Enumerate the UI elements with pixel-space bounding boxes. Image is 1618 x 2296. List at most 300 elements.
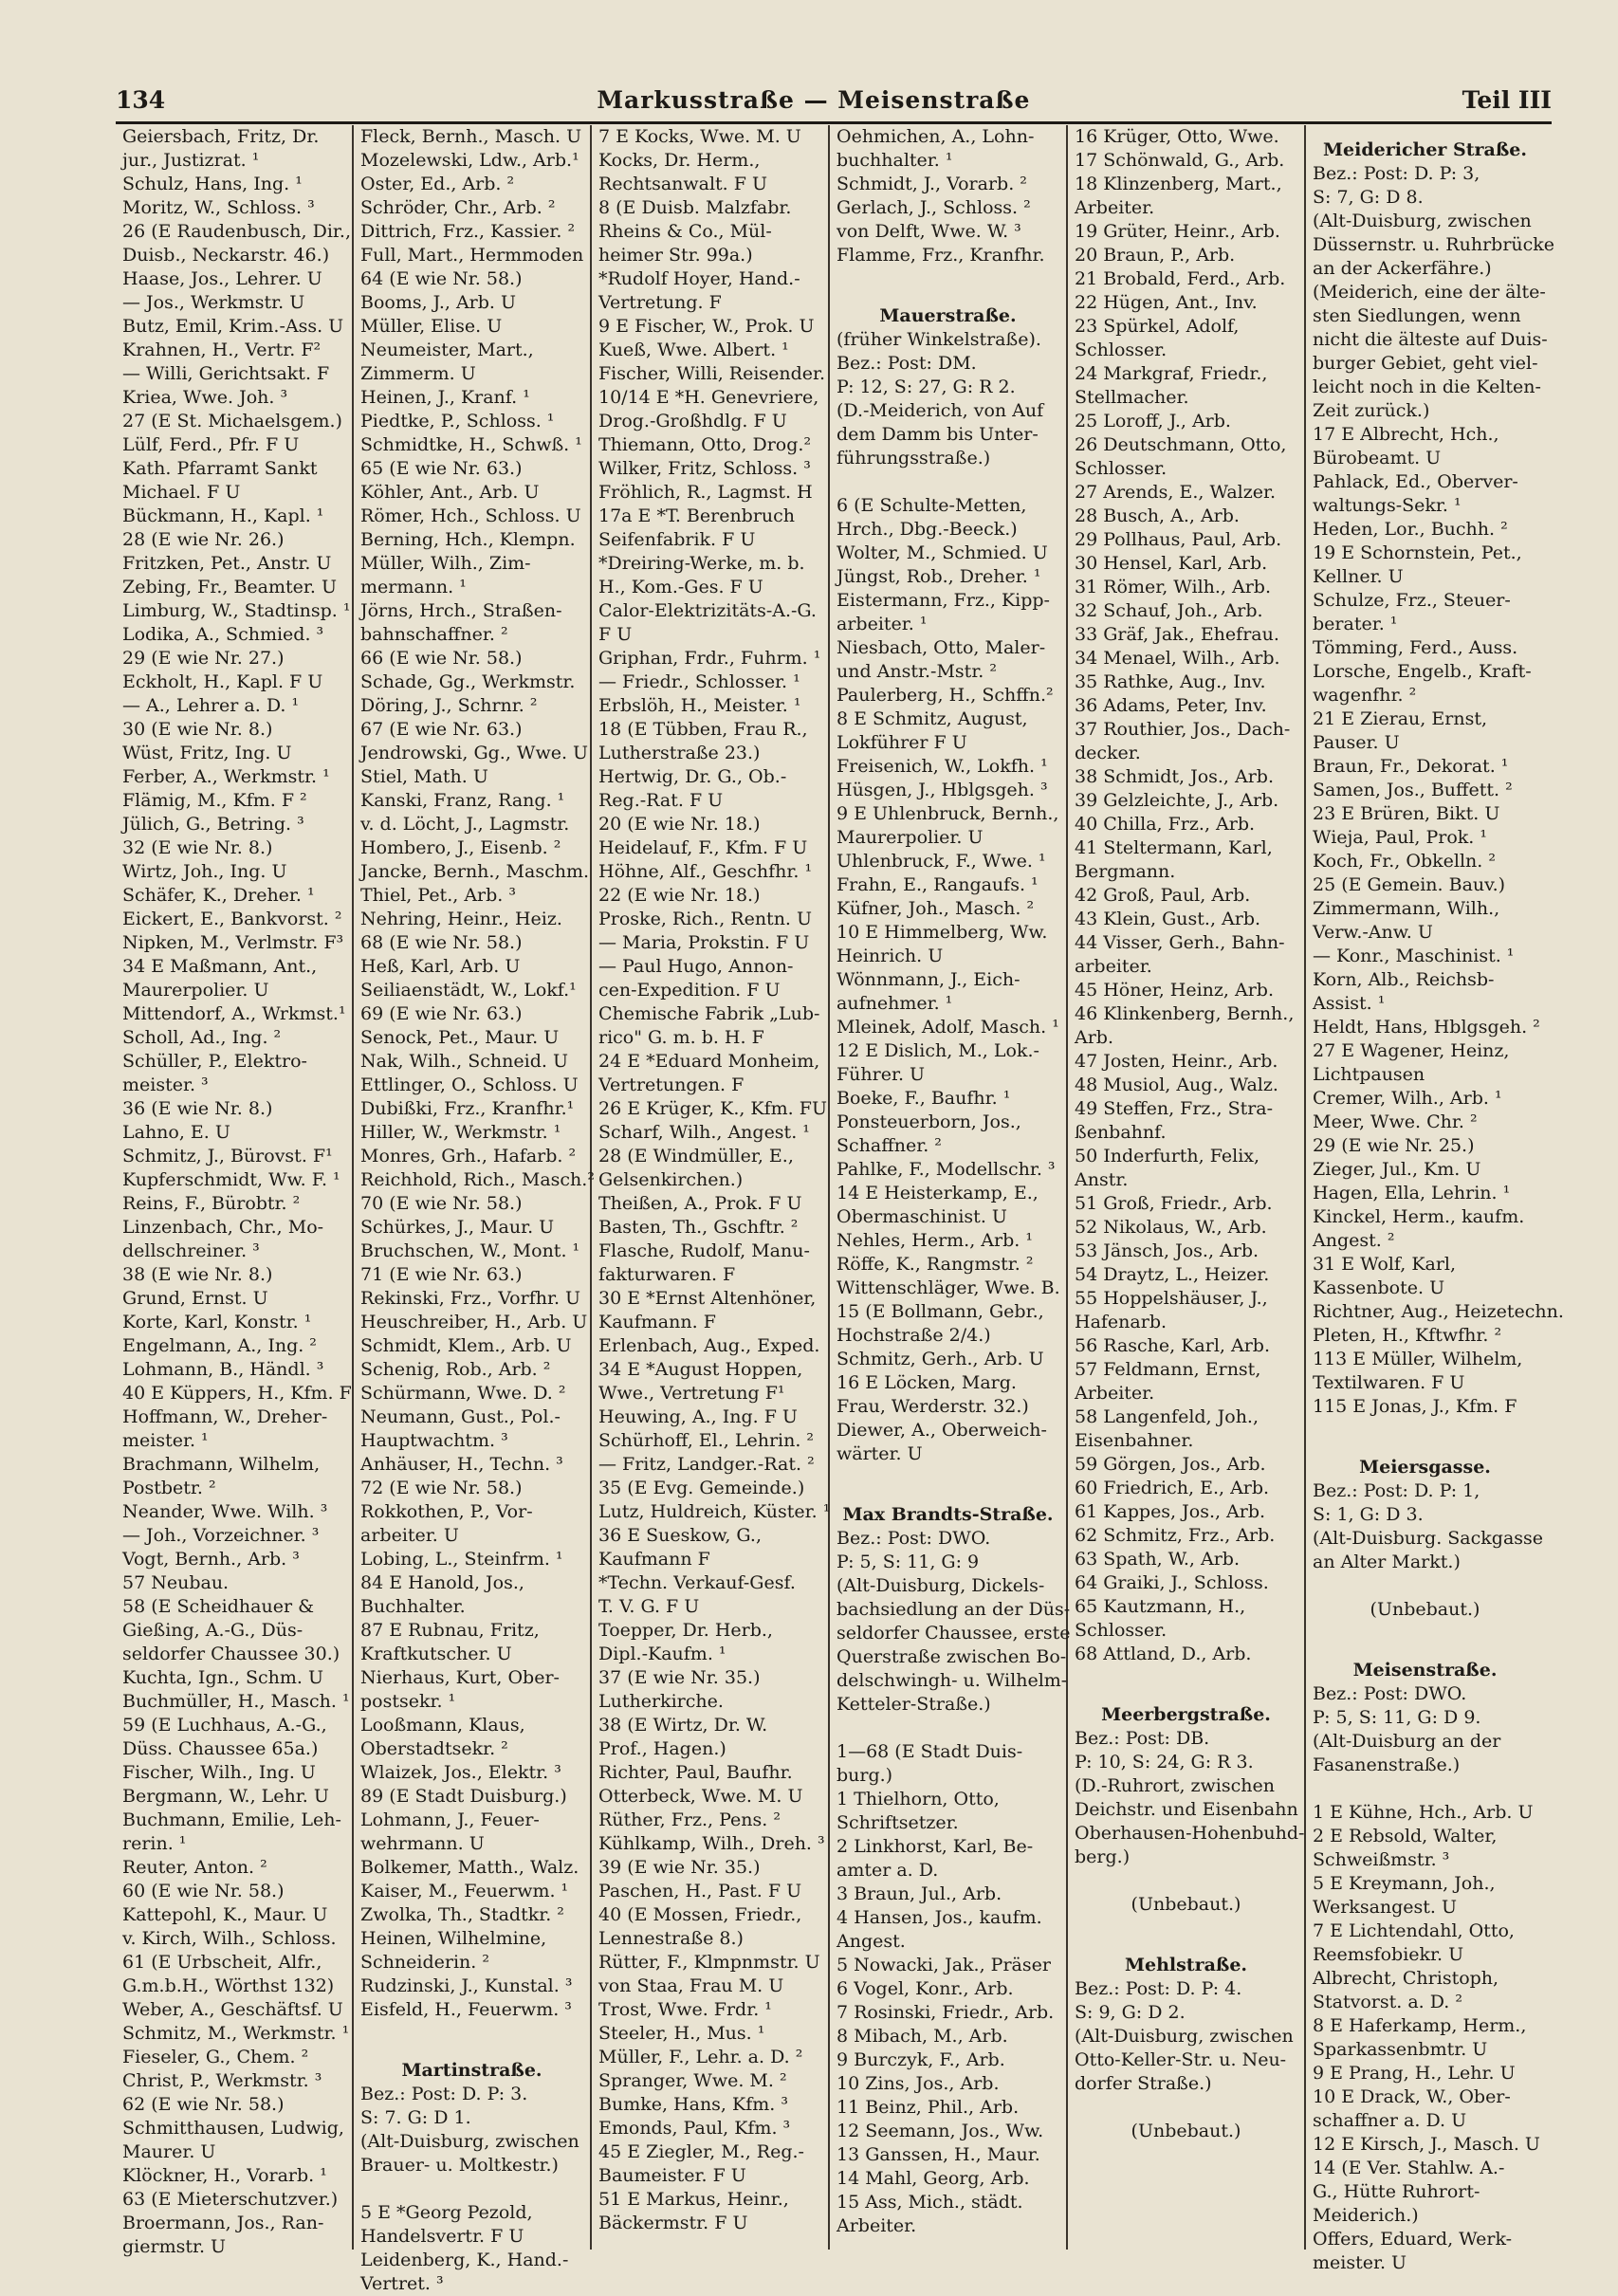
directory-entry: 40 Chilla, Frz., Arb. xyxy=(1075,814,1256,835)
directory-entry: 38 (E wie Nr. 8.) xyxy=(122,1264,273,1285)
directory-entry: Sparkassenbmtr. U xyxy=(1313,2039,1488,2060)
directory-entry: Steeler, H., Mus. ¹ xyxy=(598,2023,765,2044)
directory-entry: Fieseler, G., Chem. ² xyxy=(122,2047,309,2067)
directory-entry: Buchhalter. xyxy=(360,1596,466,1617)
directory-entry: P: 5, S: 11, G: 9 xyxy=(837,1552,980,1572)
directory-entry: 58 (E Scheidhauer & xyxy=(122,1596,314,1617)
directory-entry: S: 7. G: D 1. xyxy=(360,2107,471,2128)
directory-entry: 19 E Schornstein, Pet., xyxy=(1313,542,1522,563)
page-title: Markusstraße — Meisenstraße xyxy=(597,85,1031,114)
directory-entry xyxy=(1075,1666,1297,1690)
directory-entry: 113 E Müller, Wilhelm, xyxy=(1313,1349,1523,1369)
directory-entry: Deichstr. und Eisenbahn xyxy=(1075,1799,1298,1820)
directory-entry: 53 Jänsch, Jos., Arb. xyxy=(1075,1240,1259,1261)
directory-entry: postsekr. ¹ xyxy=(360,1691,456,1712)
directory-entry: dellschreiner. ³ xyxy=(122,1240,260,1261)
directory-entry: Küfner, Joh., Masch. ² xyxy=(837,898,1035,919)
directory-entry: Seifenfabrik. F U xyxy=(598,529,756,550)
directory-entry: Frahn, E., Rangaufs. ¹ xyxy=(837,874,1039,895)
directory-entry xyxy=(360,2022,583,2046)
directory-entry: 8 (E Duisb. Malzfabr. xyxy=(598,197,792,218)
directory-entry: Emonds, Paul, Kfm. ³ xyxy=(598,2118,791,2139)
directory-entry: 72 (E wie Nr. 58.) xyxy=(360,1478,523,1498)
directory-entry: 56 Rasche, Karl, Arb. xyxy=(1075,1335,1271,1356)
directory-entry: Michael. F U xyxy=(122,482,241,503)
directory-entry: Rechtsanwalt. F U xyxy=(598,174,767,194)
directory-entry: 36 Adams, Peter, Inv. xyxy=(1075,695,1267,716)
directory-entry: Wieja, Paul, Prok. ¹ xyxy=(1313,827,1487,848)
directory-entry: Schmitz, Gerh., Arb. U xyxy=(837,1349,1044,1369)
directory-entry: Oberhausen-Hohenbuhd- xyxy=(1075,1823,1305,1844)
directory-entry: schaffner a. D. U xyxy=(1313,2110,1467,2131)
directory-entry: 28 (E Windmüller, E., xyxy=(598,1146,794,1166)
directory-entry: Heuschreiber, H., Arb. U xyxy=(360,1312,588,1332)
directory-entry: Hafenarb. xyxy=(1075,1312,1168,1332)
column-3 xyxy=(592,125,830,2250)
directory-entry: 24 E *Eduard Monheim, xyxy=(598,1051,820,1072)
directory-entry: — Fritz, Landger.-Rat. ² xyxy=(598,1454,815,1475)
directory-entry: Calor-Elektrizitäts-A.-G. xyxy=(598,600,817,621)
directory-entry: Bürobeamt. U xyxy=(1313,448,1442,468)
directory-entry: 65 Kautzmann, H., xyxy=(1075,1596,1246,1617)
directory-entry: an Alter Markt.) xyxy=(1313,1552,1461,1572)
directory-entry: 9 Burczyk, F., Arb. xyxy=(837,2049,1005,2070)
directory-entry: Prof., Hagen.) xyxy=(598,1738,726,1759)
directory-entry: Seiliaenstädt, W., Lokf.¹ xyxy=(360,980,577,1001)
directory-entry: Römer, Hch., Schloss. U xyxy=(360,505,581,526)
directory-entry: Flamme, Frz., Kranfhr. xyxy=(837,245,1045,266)
directory-entry: Duisb., Neckarstr. 46.) xyxy=(122,245,330,266)
directory-entry: 9 E Prang, H., Lehr. U xyxy=(1313,2063,1516,2084)
street-heading: Martinstraße. xyxy=(401,2060,542,2081)
directory-entry: Statvorst. a. D. ² xyxy=(1313,1992,1462,2012)
directory-entry: Gießing, A.-G., Düs- xyxy=(122,1620,303,1641)
directory-entry: und Anstr.-Mstr. ² xyxy=(837,661,998,682)
directory-entry: *Rudolf Hoyer, Hand.- xyxy=(598,268,800,289)
directory-entry: Chemische Fabrik „Lub- xyxy=(598,1003,820,1024)
directory-entry: Oehmichen, A., Lohn- xyxy=(837,126,1035,147)
directory-entry: Postbetr. ² xyxy=(122,1478,216,1498)
directory-entry: 7 E Kocks, Wwe. M. U xyxy=(598,126,801,147)
directory-entry: Brachmann, Wilhelm, xyxy=(122,1454,321,1475)
directory-entry: Jendrowski, Gg., Wwe. U xyxy=(360,743,589,763)
directory-entry: Paulerberg, H., Schffn.² xyxy=(837,685,1054,706)
directory-entry: Kraftkutscher. U xyxy=(360,1644,512,1664)
directory-entry: *Techn. Verkauf-Gesf. xyxy=(598,1572,796,1593)
directory-entry: Eckholt, H., Kapl. F U xyxy=(122,671,323,692)
directory-entry: 54 Draytz, L., Heizer. xyxy=(1075,1264,1270,1285)
directory-entry: Schröder, Chr., Arb. ² xyxy=(360,197,556,218)
directory-entry: dorfer Straße.) xyxy=(1075,2073,1212,2094)
directory-entry: Reg.-Rat. F U xyxy=(598,790,724,811)
directory-entry: 58 Langenfeld, Joh., xyxy=(1075,1406,1259,1427)
directory-entry: (Unbebaut.) xyxy=(1370,1599,1480,1620)
directory-entry: sten Siedlungen, wenn xyxy=(1313,305,1521,326)
directory-entry: 17 Schönwald, G., Arb. xyxy=(1075,150,1285,171)
directory-entry: Nak, Wilh., Schneid. U xyxy=(360,1051,568,1072)
directory-entry: Dittrich, Frz., Kassier. ² xyxy=(360,221,576,242)
directory-entry: 45 E Ziegler, M., Reg.- xyxy=(598,2141,804,2162)
directory-entry: — Willi, Gerichtsakt. F xyxy=(122,363,330,384)
directory-entry xyxy=(360,2177,583,2201)
directory-entry: Schade, Gg., Werkmstr. xyxy=(360,671,576,692)
directory-entry: Proske, Rich., Rentn. U xyxy=(598,909,813,929)
directory-entry: Jüngst, Rob., Dreher. ¹ xyxy=(837,566,1041,587)
directory-entry xyxy=(1075,1917,1297,1940)
directory-entry: giermstr. U xyxy=(122,2236,227,2257)
directory-entry: 39 (E wie Nr. 35.) xyxy=(598,1857,761,1878)
directory-entry: 26 E Krüger, K., Kfm. FU xyxy=(598,1098,827,1119)
directory-entry: Bez.: Post: D. P: 4. xyxy=(1075,1978,1242,1999)
directory-entry: Linzenbach, Chr., Mo- xyxy=(122,1217,324,1238)
directory-entry: Müller, Wilh., Zim- xyxy=(360,553,531,574)
directory-entry: 30 E *Ernst Altenhöner, xyxy=(598,1288,817,1309)
directory-entry: Fischer, Wilh., Ing. U xyxy=(122,1762,316,1783)
directory-entry: 49 Steffen, Frz., Stra- xyxy=(1075,1098,1274,1119)
directory-entry: 40 E Küppers, H., Kfm. F xyxy=(122,1383,352,1404)
directory-entry: berater. ¹ xyxy=(1313,614,1398,634)
directory-entry: 28 Busch, A., Arb. xyxy=(1075,505,1240,526)
directory-entry: Jancke, Bernh., Maschm. xyxy=(360,861,590,882)
directory-entry: 34 E Maßmann, Ant., xyxy=(122,956,318,977)
directory-entry: 1 Thielhorn, Otto, xyxy=(837,1789,1000,1809)
directory-entry: Bumke, Hans, Kfm. ³ xyxy=(598,2094,788,2115)
directory-entry: Wüst, Fritz, Ing. U xyxy=(122,743,292,763)
directory-entry: S: 1, G: D 3. xyxy=(1313,1504,1424,1525)
directory-entry: Nierhaus, Kurt, Ober- xyxy=(360,1667,560,1688)
directory-entry: Vertretungen. F xyxy=(598,1075,745,1095)
directory-entry: 25 Loroff, J., Arb. xyxy=(1075,411,1231,432)
directory-entry: (Meiderich, eine der älte- xyxy=(1313,282,1546,303)
directory-entry: Vertret. ³ xyxy=(360,2273,444,2294)
directory-entry: arbeiter. ¹ xyxy=(837,614,928,634)
directory-entry: Rudzinski, J., Kunstal. ³ xyxy=(360,1975,573,1996)
directory-entry: Vertretung. F xyxy=(598,292,722,313)
directory-entry: Nipken, M., Verlmstr. F³ xyxy=(122,932,344,953)
directory-entry: 39 Gelzleichte, J., Arb. xyxy=(1075,790,1279,811)
directory-entry: 12 Seemann, Jos., Ww. xyxy=(837,2121,1044,2141)
directory-entry: 59 (E Luchhaus, A.-G., xyxy=(122,1715,327,1736)
directory-entry: Bäckermstr. F U xyxy=(598,2213,748,2233)
directory-entry: Verw.-Anw. U xyxy=(1313,922,1433,943)
directory-entry: Heden, Lor., Buchh. ² xyxy=(1313,519,1508,540)
directory-entry: Schmidtke, H., Schwß. ¹ xyxy=(360,434,582,455)
directory-entry: Heuwing, A., Ing. F U xyxy=(598,1406,798,1427)
directory-entry: aufnehmer. ¹ xyxy=(837,993,953,1014)
directory-entry: Brauer- u. Moltkestr.) xyxy=(360,2155,559,2176)
directory-entry: Erbslöh, H., Meister. ¹ xyxy=(598,695,801,716)
directory-entry: Wirtz, Joh., Ing. U xyxy=(122,861,287,882)
column-5 xyxy=(1068,125,1306,2250)
directory-entry: 60 Friedrich, E., Arb. xyxy=(1075,1478,1270,1498)
directory-entry: Engelmann, A., Ing. ² xyxy=(122,1335,317,1356)
directory-entry: Handelsvertr. F U xyxy=(360,2226,524,2247)
directory-entry: Bez.: Post: D. P: 3, xyxy=(1313,163,1480,184)
directory-entry: Schneiderin. ² xyxy=(360,1952,489,1973)
directory-entry: Eisenbahner. xyxy=(1075,1430,1194,1451)
directory-entry xyxy=(837,267,1059,291)
directory-entry: Richtner, Aug., Heizetechn. xyxy=(1313,1301,1564,1322)
directory-entry: heimer Str. 99a.) xyxy=(598,245,753,266)
directory-entry: Kupferschmidt, Ww. F. ¹ xyxy=(122,1169,340,1190)
directory-entry: an der Ackerfähre.) xyxy=(1313,258,1492,279)
directory-entry: Maurerpolier. U xyxy=(837,827,984,848)
directory-entry: Kassenbote. U xyxy=(1313,1277,1445,1298)
directory-entry: Wolter, M., Schmied. U xyxy=(837,542,1048,563)
directory-entry: Diewer, A., Oberweich- xyxy=(837,1420,1047,1441)
directory-entry: Eickert, E., Bankvorst. ² xyxy=(122,909,342,929)
directory-entry: (D.-Ruhrort, zwischen xyxy=(1075,1775,1275,1796)
directory-entry: Uhlenbruck, F., Wwe. ¹ xyxy=(837,851,1046,872)
directory-entry: leicht noch in die Kelten- xyxy=(1313,377,1541,397)
directory-entry: Obermaschinist. U xyxy=(837,1206,1007,1227)
directory-entry: Lutz, Huldreich, Küster. ¹ xyxy=(598,1501,831,1522)
directory-entry: Heidelauf, F., Kfm. F U xyxy=(598,837,808,858)
directory-entry: 29 (E wie Nr. 27.) xyxy=(122,648,285,669)
directory-entry: 55 Hoppelshäuser, J., xyxy=(1075,1288,1268,1309)
directory-entry: 65 (E wie Nr. 63.) xyxy=(360,458,523,479)
directory-entry: 22 Hügen, Ant., Inv. xyxy=(1075,292,1258,313)
directory-entry: Angest. ² xyxy=(1313,1230,1395,1251)
directory-entry: Lennestraße 8.) xyxy=(598,1928,744,1949)
directory-entry: 27 E Wagener, Heinz, xyxy=(1313,1040,1510,1061)
directory-entry: Bez.: Post: DM. xyxy=(837,353,977,374)
directory-entry: Baumeister. F U xyxy=(598,2165,746,2186)
directory-entry: Röffe, K., Rangmstr. ² xyxy=(837,1254,1034,1275)
directory-entry: 12 E Dislich, M., Lok.- xyxy=(837,1040,1039,1061)
directory-entry: Lülf, Ferd., Pfr. F U xyxy=(122,434,300,455)
part-label: Teil III xyxy=(1462,85,1552,114)
directory-entry: 25 (E Gemein. Bauv.) xyxy=(1313,874,1506,895)
directory-entry: Griphan, Frdr., Fuhrm. ¹ xyxy=(598,648,821,669)
directory-entry: Geiersbach, Fritz, Dr. xyxy=(122,126,320,147)
directory-entry: 14 (E Ver. Stahlw. A.- xyxy=(1313,2158,1505,2178)
directory-entry: S: 7, G: D 8. xyxy=(1313,187,1424,208)
directory-entry: 69 (E wie Nr. 63.) xyxy=(360,1003,523,1024)
directory-entry: Lutherstraße 23.) xyxy=(598,743,761,763)
directory-entry: 20 Braun, P., Arb. xyxy=(1075,245,1236,266)
directory-entry: 5 E *Georg Pezold, xyxy=(360,2202,533,2223)
directory-entry: Leidenberg, K., Hand.- xyxy=(360,2250,569,2270)
directory-entry: 20 (E wie Nr. 18.) xyxy=(598,814,761,835)
directory-entry: Krahnen, H., Vertr. F² xyxy=(122,340,322,360)
directory-entry: P: 12, S: 27, G: R 2. xyxy=(837,377,1016,397)
directory-entry: Richter, Paul, Baufhr. xyxy=(598,1762,793,1783)
directory-entry: 62 Schmitz, Frz., Arb. xyxy=(1075,1525,1276,1546)
directory-entry: Düssernstr. u. Ruhrbrücke xyxy=(1313,234,1555,255)
directory-entry: Schenig, Rob., Arb. ² xyxy=(360,1359,551,1380)
directory-entry: Toepper, Dr. Herb., xyxy=(598,1620,773,1641)
directory-entry: 10/14 E *H. Genevriere, xyxy=(598,387,819,408)
directory-entry: Broermann, Jos., Ran- xyxy=(122,2213,324,2233)
directory-entry: Heldt, Hans, Hblgsgeh. ² xyxy=(1313,1017,1540,1038)
directory-entry: Otterbeck, Wwe. M. U xyxy=(598,1786,803,1807)
directory-entry: Schweißmstr. ³ xyxy=(1313,1849,1450,1870)
directory-entry: Schmitz, J., Bürovst. F¹ xyxy=(122,1146,333,1166)
directory-entry xyxy=(837,1717,1059,1740)
column-2 xyxy=(354,125,595,2294)
directory-entry: 27 Arends, E., Walzer. xyxy=(1075,482,1277,503)
directory-entry: Mittendorf, A., Wrkmst.¹ xyxy=(122,1003,346,1024)
directory-entry: v. Kirch, Wilh., Schloss. xyxy=(122,1928,337,1949)
directory-entry: 7 Rosinski, Friedr., Arb. xyxy=(837,2002,1055,2023)
directory-entry: Ferber, A., Werkmstr. ¹ xyxy=(122,766,330,787)
directory-entry: Vogt, Bernh., Arb. ³ xyxy=(122,1549,300,1570)
directory-entry: Korte, Karl, Konstr. ¹ xyxy=(122,1312,312,1332)
directory-entry: 64 (E wie Nr. 58.) xyxy=(360,268,523,289)
directory-entry: Müller, F., Lehr. a. D. ² xyxy=(598,2047,803,2067)
directory-entry: berg.) xyxy=(1075,1846,1131,1867)
directory-entry: Bolkemer, Matth., Walz. xyxy=(360,1857,579,1878)
directory-entry: Erlenbach, Aug., Exped. xyxy=(598,1335,820,1356)
directory-entry: Arbeiter. xyxy=(837,2215,917,2236)
directory-entry: Koch, Fr., Obkelln. ² xyxy=(1313,851,1496,872)
directory-entry: Limburg, W., Stadtinsp. ¹ xyxy=(122,600,351,621)
directory-entry: 10 E Himmelberg, Ww. xyxy=(837,922,1048,943)
directory-entry: Senock, Pet., Maur. U xyxy=(360,1027,560,1048)
directory-entry: Döring, J., Schrnr. ² xyxy=(360,695,538,716)
directory-entry: Neander, Wwe. Wilh. ³ xyxy=(122,1501,328,1522)
directory-entry: 48 Musiol, Aug., Walz. xyxy=(1075,1075,1278,1095)
directory-entry: Klöckner, H., Vorarb. ¹ xyxy=(122,2165,327,2186)
directory-entry: Mleinek, Adolf, Masch. ¹ xyxy=(837,1017,1059,1038)
directory-entry: Full, Mart., Hermmoden xyxy=(360,245,584,266)
directory-entry: Schulze, Frz., Steuer- xyxy=(1313,590,1511,611)
directory-entry: 9 E Fischer, W., Prok. U xyxy=(598,316,815,337)
directory-entry xyxy=(1075,2096,1297,2120)
directory-entry xyxy=(1313,1777,1537,1801)
directory-entry: Fritzken, Pet., Anstr. U xyxy=(122,553,332,574)
directory-entry: 2 Linkhorst, Karl, Be- xyxy=(837,1836,1034,1857)
directory-entry: 34 Menael, Wilh., Arb. xyxy=(1075,648,1280,669)
directory-entry: Eisfeld, H., Feuerwm. ³ xyxy=(360,1999,572,2020)
directory-entry: 62 (E wie Nr. 58.) xyxy=(122,2094,285,2115)
directory-entry: Schulz, Hans, Ing. ¹ xyxy=(122,174,303,194)
directory-entry: Neumann, Gust., Pol.- xyxy=(360,1406,561,1427)
directory-entry: (Alt-Duisburg, zwischen xyxy=(360,2131,579,2152)
directory-entry: 1 E Kühne, Hch., Arb. U xyxy=(1313,1802,1534,1823)
directory-entry: Meer, Wwe. Chr. ² xyxy=(1313,1111,1478,1132)
directory-entry: cen-Expedition. F U xyxy=(598,980,781,1001)
directory-entry: 5 E Kreymann, Joh., xyxy=(1313,1873,1496,1894)
directory-entry: Buchmüller, H., Masch. ¹ xyxy=(122,1691,350,1712)
directory-entry: *Dreiring-Werke, m. b. xyxy=(598,553,805,574)
directory-entry: Dubißki, Frz., Kranfhr.¹ xyxy=(360,1098,575,1119)
directory-entry: Schüller, P., Elektro- xyxy=(122,1051,307,1072)
directory-entry: 70 (E wie Nr. 58.) xyxy=(360,1193,523,1214)
directory-entry: Maurerpolier. U xyxy=(122,980,269,1001)
directory-entry: Hombero, J., Eisenb. ² xyxy=(360,837,561,858)
directory-entry: Otto-Keller-Str. u. Neu- xyxy=(1075,2049,1287,2070)
directory-entry: Heß, Karl, Arb. U xyxy=(360,956,521,977)
directory-entry: 46 Klinkenberg, Bernh., xyxy=(1075,1003,1295,1024)
directory-entry: Niesbach, Otto, Maler- xyxy=(837,637,1046,658)
directory-entry: Fischer, Willi, Reisender. xyxy=(598,363,826,384)
directory-entry: Kühlkamp, Wilh., Dreh. ³ xyxy=(598,1833,825,1854)
page-number: 134 xyxy=(116,85,166,114)
directory-entry: Schürkes, J., Maur. U xyxy=(360,1217,555,1238)
directory-entry: wehrmann. U xyxy=(360,1833,485,1854)
directory-entry: 51 Groß, Friedr., Arb. xyxy=(1075,1193,1273,1214)
directory-entry: Bez.: Post: D. P: 1, xyxy=(1313,1480,1480,1501)
directory-entry: Hüsgen, J., Hblgsgeh. ³ xyxy=(837,780,1048,800)
directory-entry: Bergmann. xyxy=(1075,861,1176,882)
directory-entry: Nehring, Heinr., Heiz. xyxy=(360,909,562,929)
directory-entry: Lorsche, Engelb., Kraft- xyxy=(1313,661,1532,682)
directory-entry: G.m.b.H., Wörthst 132) xyxy=(122,1975,335,1996)
directory-entry: 50 Inderfurth, Felix, xyxy=(1075,1146,1260,1166)
directory-entry: 8 Mibach, M., Arb. xyxy=(837,2026,1008,2047)
directory-entry: 34 E *August Hoppen, xyxy=(598,1359,803,1380)
directory-entry: Ponsteuerborn, Jos., xyxy=(837,1111,1021,1132)
directory-entry: 8 E Haferkamp, Herm., xyxy=(1313,2015,1527,2036)
directory-entry xyxy=(1313,1574,1537,1598)
directory-entry: wagenfhr. ² xyxy=(1313,685,1417,706)
directory-entry: 17 E Albrecht, Hch., xyxy=(1313,424,1499,445)
directory-entry: Zimmermann, Wilh., xyxy=(1313,898,1500,919)
directory-entry: Jörns, Hrch., Straßen- xyxy=(360,600,562,621)
directory-entry: Flasche, Rudolf, Manu- xyxy=(598,1240,810,1261)
directory-entry: Arbeiter. xyxy=(1075,197,1155,218)
directory-entry: (Alt-Duisburg, Dickels- xyxy=(837,1575,1045,1596)
directory-entry: 40 (E Mossen, Friedr., xyxy=(598,1904,802,1925)
directory-entry: Kriea, Wwe. Joh. ³ xyxy=(122,387,288,408)
directory-entry: Anstr. xyxy=(1075,1169,1129,1190)
directory-entry: Schmidt, Klem., Arb. U xyxy=(360,1335,572,1356)
directory-entry: Düss. Chaussee 65a.) xyxy=(122,1738,319,1759)
directory-entry: Tömming, Ferd., Auss. xyxy=(1313,637,1518,658)
directory-entry: Ettlinger, O., Schloss. U xyxy=(360,1075,579,1095)
directory-entry: 14 E Heisterkamp, E., xyxy=(837,1183,1039,1203)
directory-entry: 33 Gräf, Jak., Ehefrau. xyxy=(1075,624,1279,645)
directory-entry: Bez.: Post: DWO. xyxy=(837,1528,991,1549)
directory-entry: P: 10, S: 24, G: R 3. xyxy=(1075,1752,1254,1773)
directory-entry: seldorfer Chaussee 30.) xyxy=(122,1644,340,1664)
directory-entry: 68 (E wie Nr. 58.) xyxy=(360,932,523,953)
directory-entry: 38 Schmidt, Jos., Arb. xyxy=(1075,766,1275,787)
directory-entry: 42 Groß, Paul, Arb. xyxy=(1075,885,1251,906)
directory-entry: 51 E Markus, Heinr., xyxy=(598,2189,789,2210)
directory-entry: 47 Josten, Heinr., Arb. xyxy=(1075,1051,1278,1072)
directory-entry: — Friedr., Schlosser. ¹ xyxy=(598,671,800,692)
directory-entry: — A., Lehrer a. D. ¹ xyxy=(122,695,300,716)
directory-entry: Nehles, Herm., Arb. ¹ xyxy=(837,1230,1033,1251)
column-6 xyxy=(1306,125,1564,2273)
directory-entry: amter a. D. xyxy=(837,1860,939,1881)
directory-entry: Hiller, W., Werkmstr. ¹ xyxy=(360,1122,561,1143)
directory-entry: Eistermann, Frz., Kipp- xyxy=(837,590,1050,611)
directory-entry xyxy=(1313,1622,1537,1645)
directory-entry xyxy=(837,470,1059,494)
directory-entry: Piedtke, P., Schloss. ¹ xyxy=(360,411,555,432)
directory-entry: Pahlke, F., Modellschr. ³ xyxy=(837,1159,1056,1180)
directory-entry xyxy=(1075,1869,1297,1893)
directory-entry: Arb. xyxy=(1075,1027,1114,1048)
directory-entry: Thiemann, Otto, Drog.² xyxy=(598,434,812,455)
directory-entry: 57 Feldmann, Ernst, xyxy=(1075,1359,1261,1380)
directory-entry: Weber, A., Geschäftsf. U xyxy=(122,1999,343,2020)
directory-entry: 36 (E wie Nr. 8.) xyxy=(122,1098,273,1119)
directory-entry: Flämig, M., Kfm. F ² xyxy=(122,790,307,811)
directory-entry: Wlaizek, Jos., Elektr. ³ xyxy=(360,1762,561,1783)
directory-entry: 19 Grüter, Heinr., Arb. xyxy=(1075,221,1280,242)
street-heading: Meerbergstraße. xyxy=(1101,1704,1271,1725)
directory-entry: 15 Ass, Mich., städt. xyxy=(837,2192,1023,2213)
directory-entry: P: 5, S: 11, G: D 9. xyxy=(1313,1707,1481,1728)
directory-entry: 30 (E wie Nr. 8.) xyxy=(122,719,273,740)
directory-entry: Kanski, Franz, Rang. ¹ xyxy=(360,790,565,811)
directory-entry: (Unbebaut.) xyxy=(1131,2121,1241,2141)
